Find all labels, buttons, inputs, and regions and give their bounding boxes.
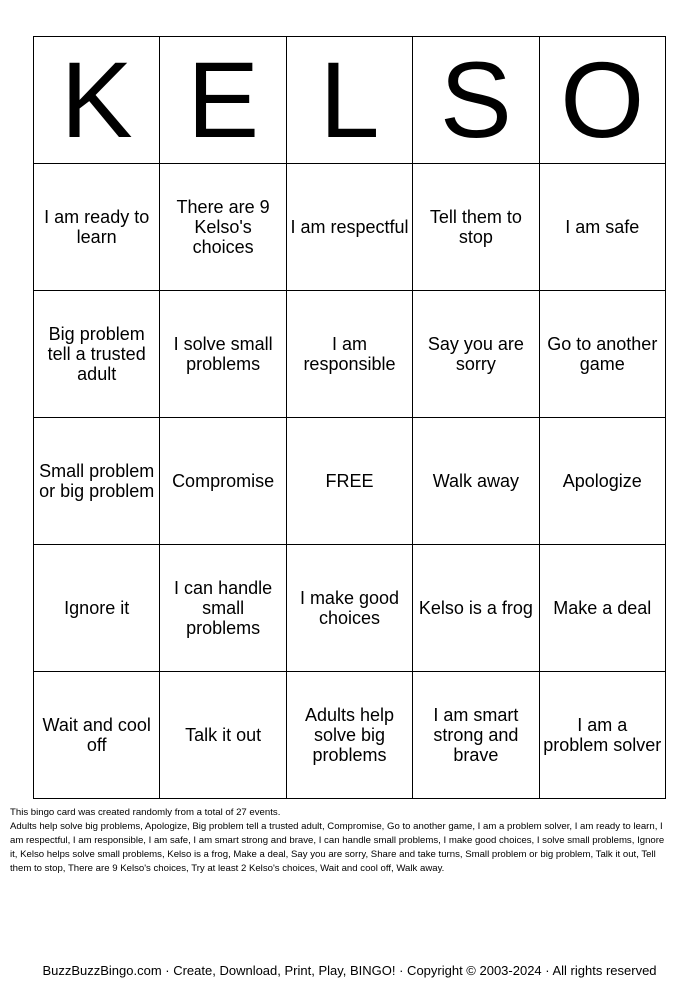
bingo-row <box>34 291 666 418</box>
bingo-cell: Ignore it <box>34 545 160 672</box>
bingo-cell: I can handle small problems <box>160 545 286 672</box>
bingo-cell: I am safe <box>539 164 665 291</box>
bingo-cell: Big problem tell a trusted adult <box>34 291 160 418</box>
event-list: Adults help solve big problems, Apologize, Big problem tell a trusted adult, Compromise, Go to another game, I am a problem solver, I am ready to learn, I am respectful, I am responsible, I am safe, I am smart strong and brave, I can handle small problems, I make good choices, I solve small problems, Ignore it, Kelso helps solve small problems, Kelso is a frog, Make a deal, Say you are sorry, Share and take turns, Small problem or big problem, Talk it out, Tell them to stop, There are 9 Kelso's choices, Try at least 2 Kelso's choices, Wait and cool off, Walk away. <box>10 821 665 874</box>
bingo-row <box>34 164 666 291</box>
bingo-card <box>33 36 666 799</box>
card-summary: This bingo card was created randomly from a total of 27 events. <box>10 807 281 818</box>
bingo-row <box>34 672 666 799</box>
free-space-cell: FREE <box>286 418 412 545</box>
bingo-cell: There are 9 Kelso's choices <box>160 164 286 291</box>
bingo-cell: I am respectful <box>286 164 412 291</box>
page-footer: BuzzBuzzBingo.com · Create, Download, Print, Play, BINGO! · Copyright © 2003-2024 · All rights reserved <box>42 963 657 978</box>
bingo-cell: Walk away <box>413 418 539 545</box>
bingo-cell: I make good choices <box>286 545 412 672</box>
header-letter-s: S <box>413 37 539 164</box>
bingo-cell: Make a deal <box>539 545 665 672</box>
header-letter-o: O <box>539 37 665 164</box>
bingo-cell: Wait and cool off <box>34 672 160 799</box>
bingo-cell: I am smart strong and brave <box>413 672 539 799</box>
bingo-cell: I am a problem solver <box>539 672 665 799</box>
bingo-cell: Adults help solve big problems <box>286 672 412 799</box>
header-letter-l: L <box>286 37 412 164</box>
bingo-cell: Say you are sorry <box>413 291 539 418</box>
bingo-cell: I solve small problems <box>160 291 286 418</box>
bingo-cell: I am ready to learn <box>34 164 160 291</box>
bingo-header-row <box>34 37 666 164</box>
bingo-cell: Kelso is a frog <box>413 545 539 672</box>
bingo-cell: Compromise <box>160 418 286 545</box>
bingo-cell: I am responsible <box>286 291 412 418</box>
card-info <box>10 806 674 876</box>
bingo-row <box>34 418 666 545</box>
bingo-cell: Go to another game <box>539 291 665 418</box>
header-letter-e: E <box>160 37 286 164</box>
bingo-cell: Talk it out <box>160 672 286 799</box>
header-letter-k: K <box>34 37 160 164</box>
bingo-cell: Apologize <box>539 418 665 545</box>
bingo-cell: Tell them to stop <box>413 164 539 291</box>
bingo-row <box>34 545 666 672</box>
bingo-cell: Small problem or big problem <box>34 418 160 545</box>
